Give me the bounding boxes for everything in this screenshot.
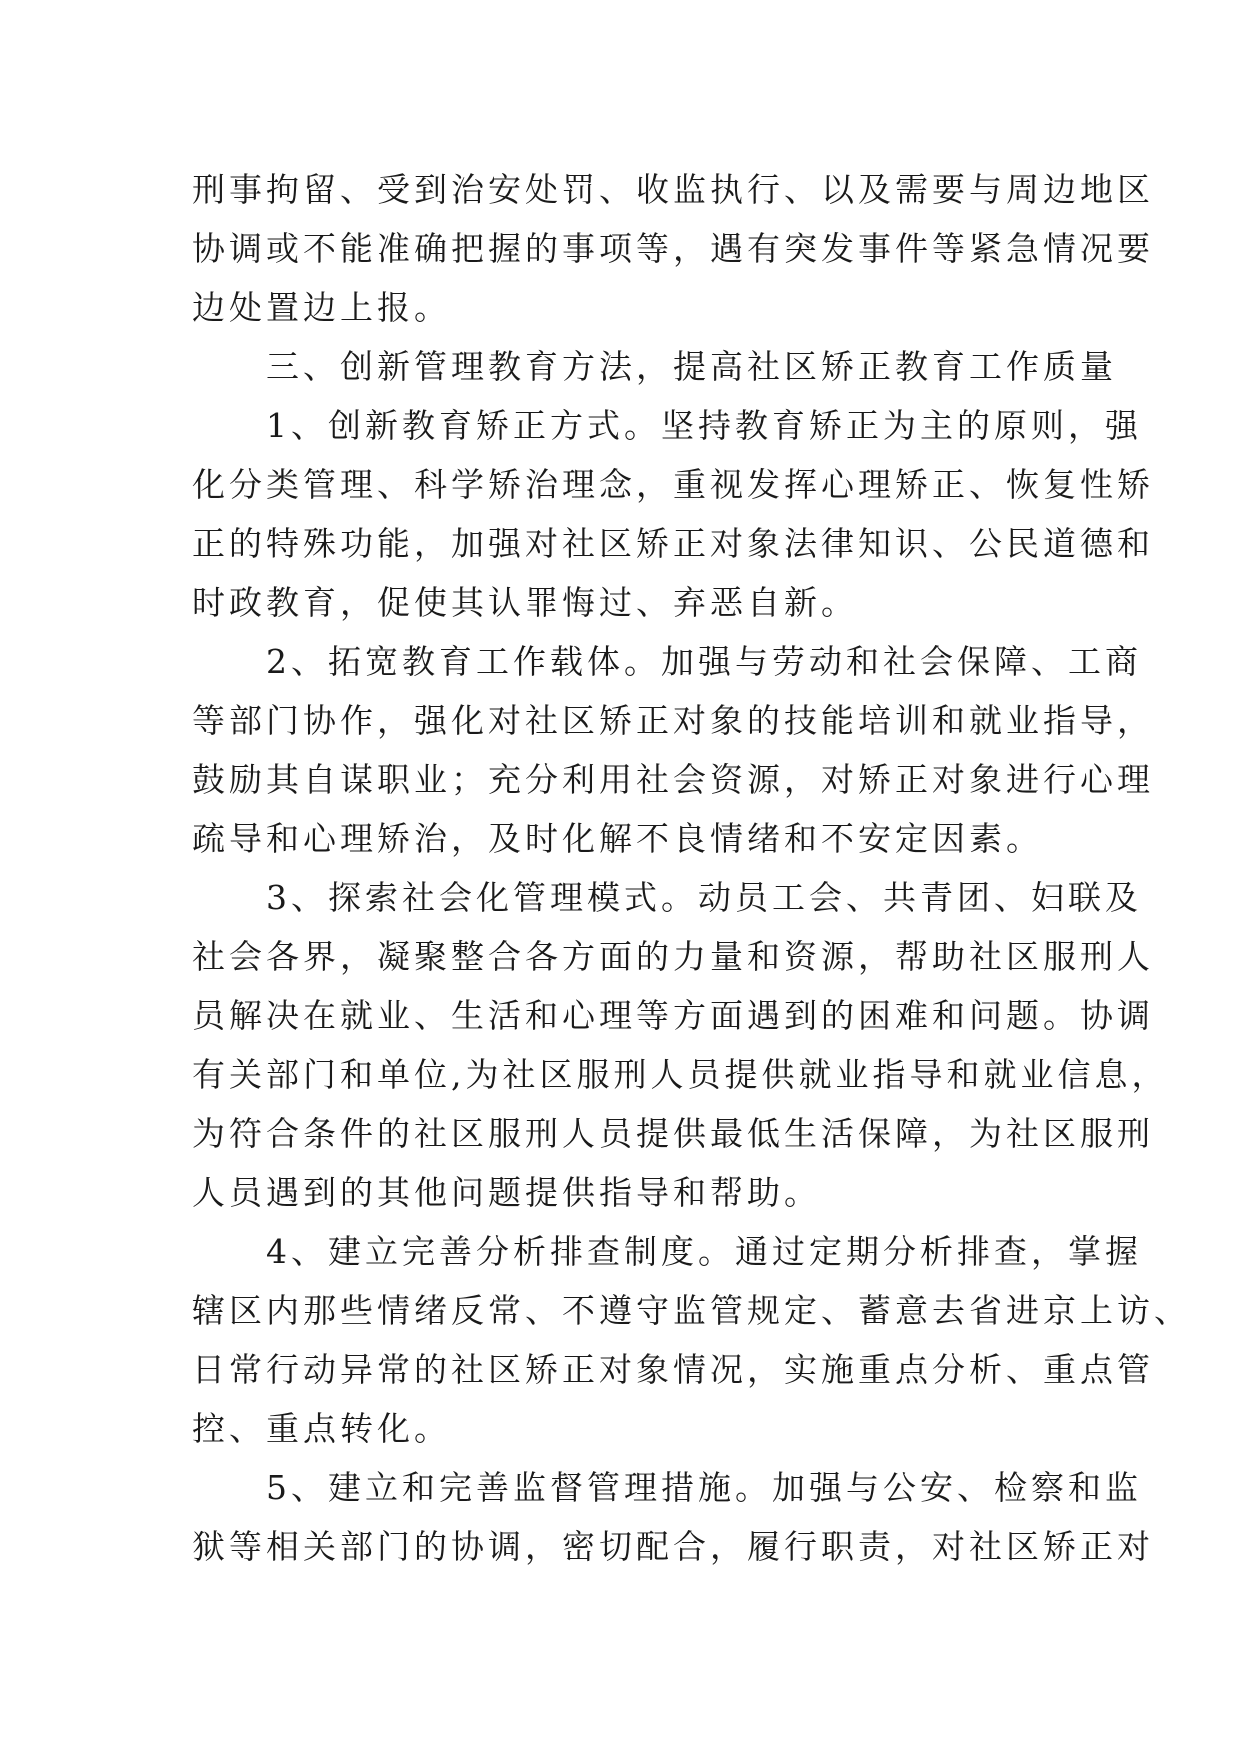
text-line: 疏导和心理矫治，及时化解不良情绪和不安定因素。 — [192, 819, 1043, 858]
text-line: 为符合条件的社区服刑人员提供最低生活保障，为社区服刑 — [192, 1114, 1154, 1153]
document-body — [192, 160, 1191, 1576]
text-line: 1、创新教育矫正方式。坚持教育矫正为主的原则，强 — [266, 406, 1142, 445]
text-line: 人员遇到的其他问题提供指导和帮助。 — [192, 1173, 821, 1212]
text-line: 4、建立完善分析排查制度。通过定期分析排查，掌握 — [266, 1232, 1142, 1271]
text-line: 5、建立和完善监督管理措施。加强与公安、检察和监 — [266, 1468, 1142, 1507]
text-line: 鼓励其自谋职业；充分利用社会资源，对矫正对象进行心理 — [192, 760, 1154, 799]
text-line: 等部门协作，强化对社区矫正对象的技能培训和就业指导， — [192, 701, 1154, 740]
text-line: 控、重点转化。 — [192, 1409, 451, 1448]
text-line: 3、探索社会化管理模式。动员工会、共青团、妇联及 — [266, 878, 1142, 917]
text-line: 边处置边上报。 — [192, 288, 451, 327]
text-line: 协调或不能准确把握的事项等，遇有突发事件等紧急情况要 — [192, 229, 1154, 268]
text-line: 化分类管理、科学矫治理念，重视发挥心理矫正、恢复性矫 — [192, 465, 1154, 504]
text-line: 时政教育，促使其认罪悔过、弃恶自新。 — [192, 583, 858, 622]
text-line: 员解决在就业、生活和心理等方面遇到的困难和问题。协调 — [192, 996, 1154, 1035]
text-line: 狱等相关部门的协调，密切配合，履行职责，对社区矫正对 — [192, 1527, 1154, 1566]
text-line: 有关部门和单位,为社区服刑人员提供就业指导和就业信息， — [192, 1055, 1169, 1094]
section-heading: 三、创新管理教育方法，提高社区矫正教育工作质量 — [266, 347, 1117, 386]
text-line: 辖区内那些情绪反常、不遵守监管规定、蓄意去省进京上访、 — [192, 1291, 1191, 1330]
text-line: 刑事拘留、受到治安处罚、收监执行、以及需要与周边地区 — [192, 170, 1154, 209]
text-line: 社会各界，凝聚整合各方面的力量和资源，帮助社区服刑人 — [192, 937, 1154, 976]
text-line: 2、拓宽教育工作载体。加强与劳动和社会保障、工商 — [266, 642, 1142, 681]
text-line: 正的特殊功能，加强对社区矫正对象法律知识、公民道德和 — [192, 524, 1154, 563]
text-line: 日常行动异常的社区矫正对象情况，实施重点分析、重点管 — [192, 1350, 1154, 1389]
